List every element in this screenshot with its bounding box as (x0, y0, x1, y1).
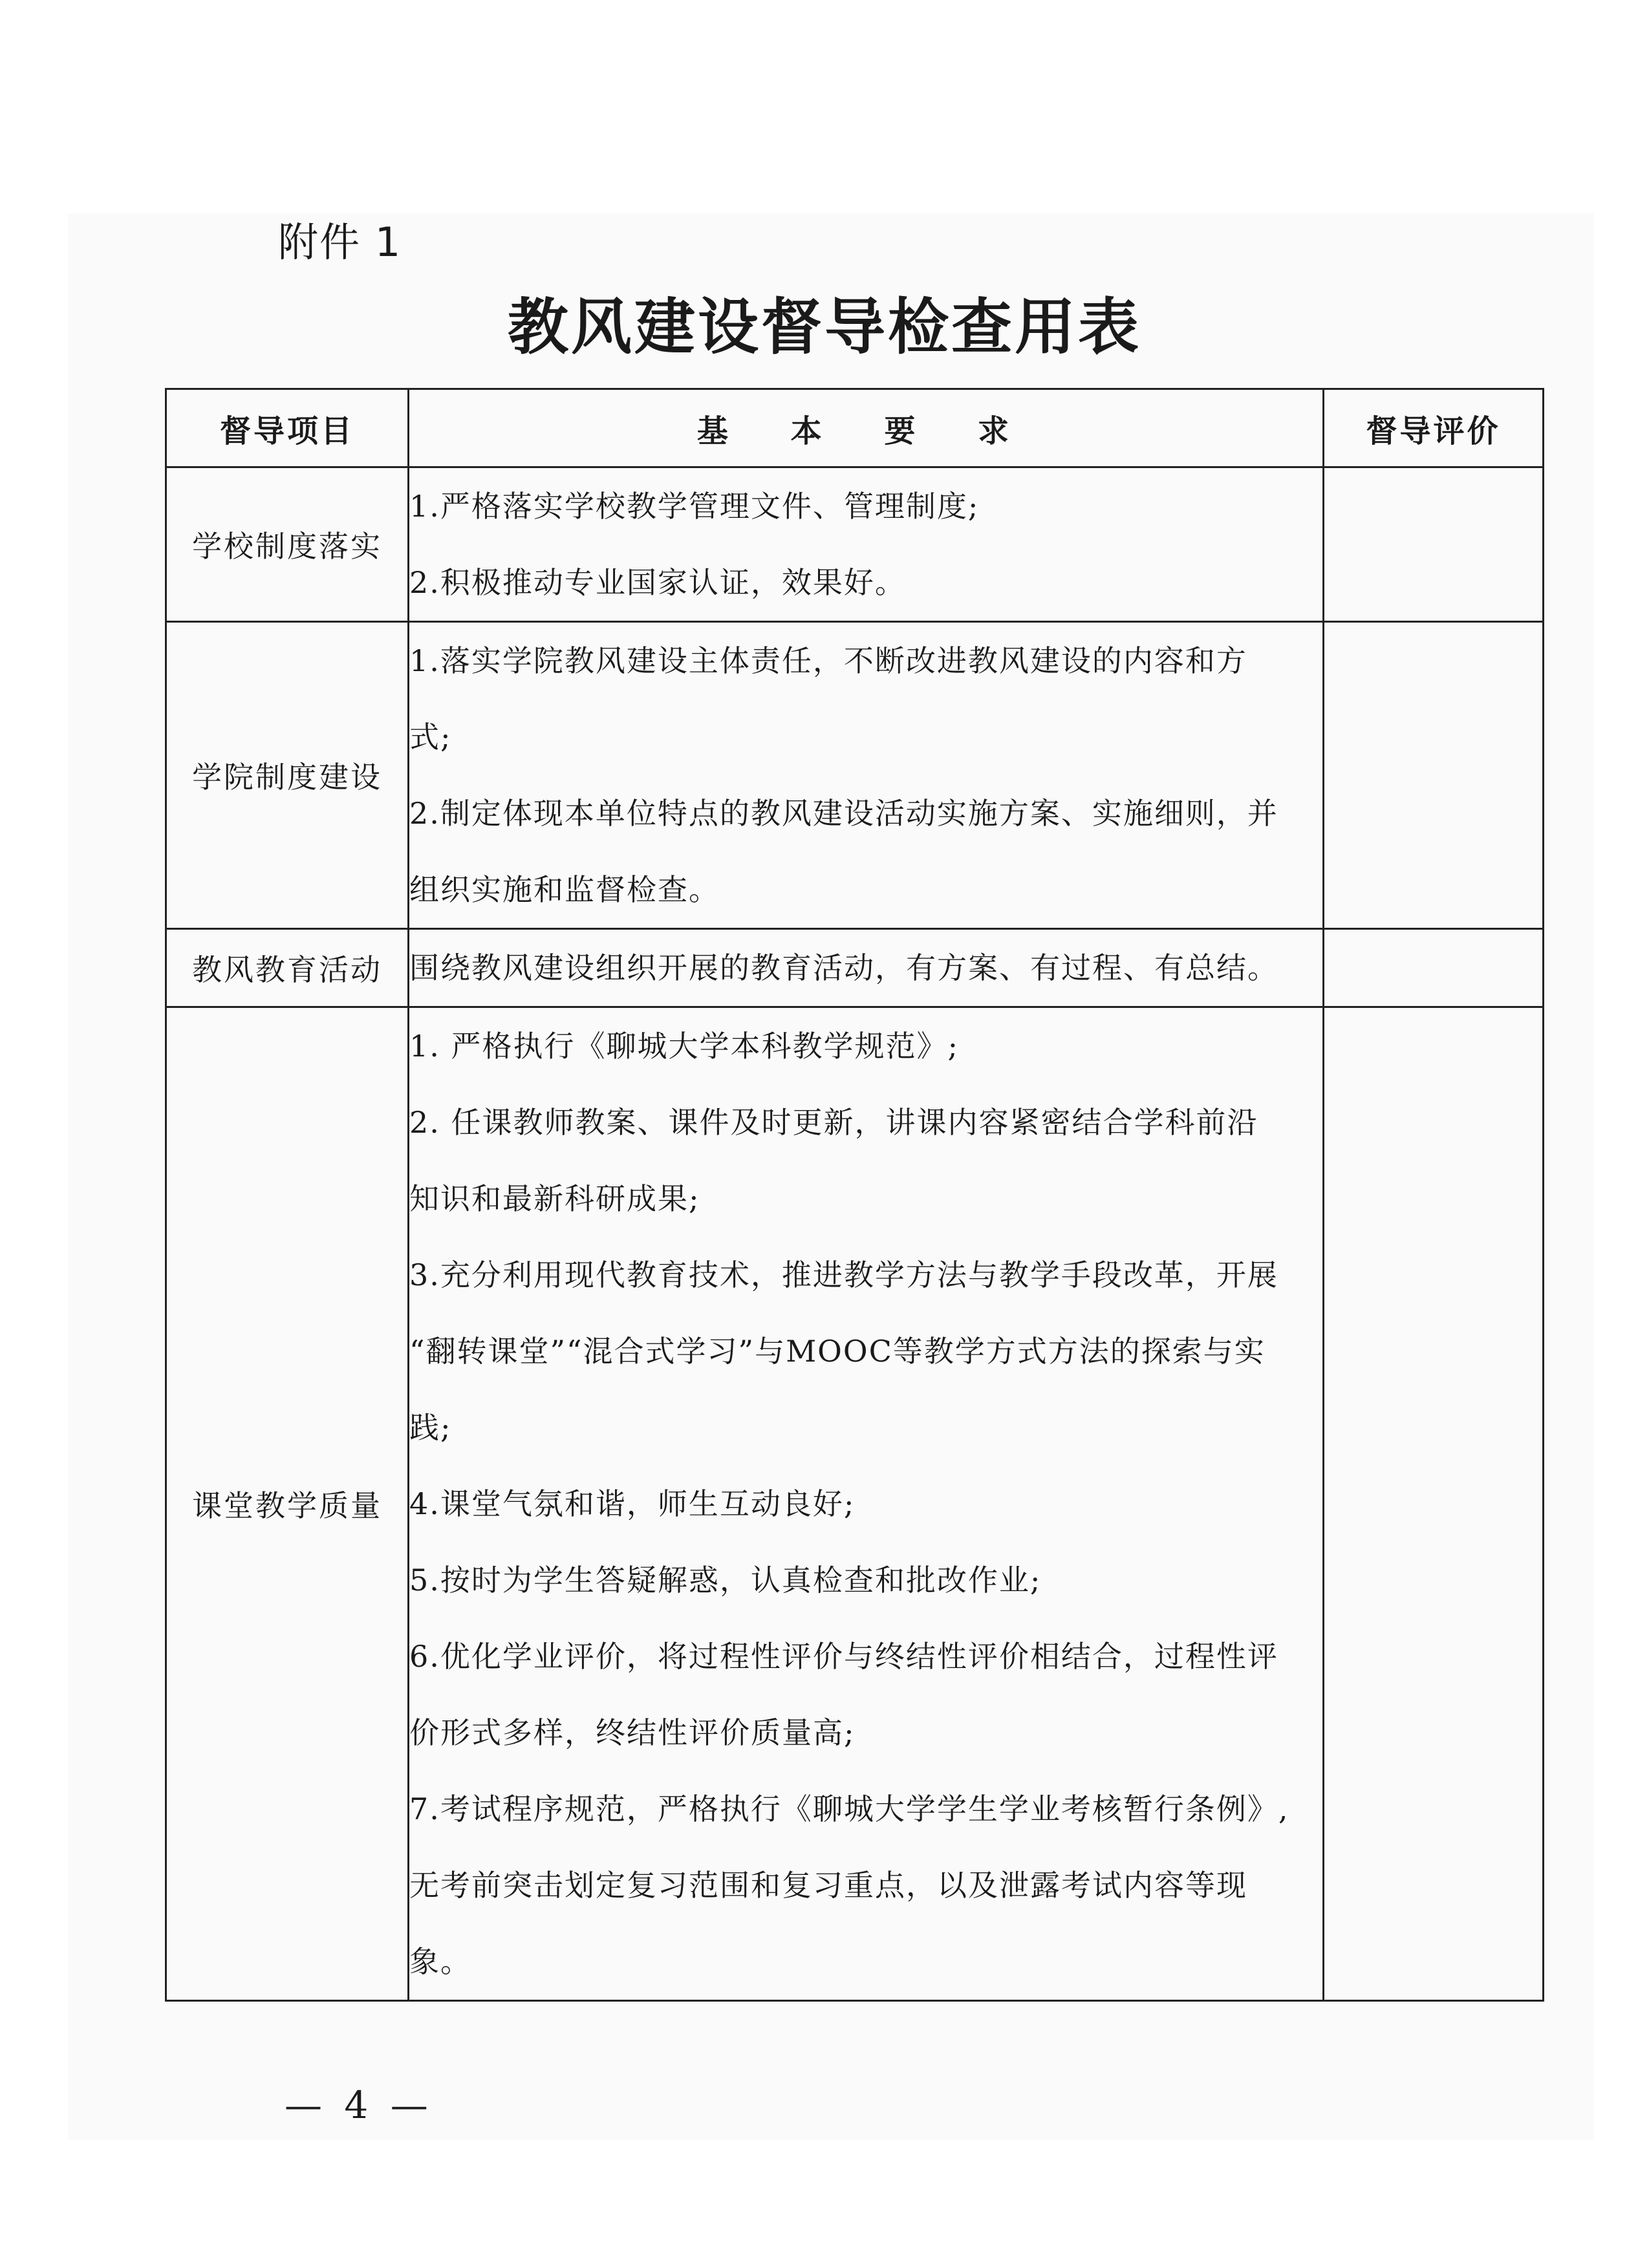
row-evaluation-cell (1324, 467, 1544, 622)
table-row (166, 622, 1544, 929)
table-row (166, 467, 1544, 622)
table-header-row (166, 389, 1544, 467)
row-evaluation-cell (1324, 1007, 1544, 2001)
table-row (166, 929, 1544, 1007)
requirement-line: 1. 严格执行《聊城大学本科教学规范》; (409, 1029, 960, 1064)
requirement-line: 象。 (409, 1944, 471, 1979)
requirement-line: 组织实施和监督检查。 (409, 872, 720, 907)
row-requirements (409, 467, 1324, 622)
requirement-line: 2. 任课教师教案、课件及时更新，讲课内容紧密结合学科前沿 (409, 1105, 1258, 1140)
row-requirements (409, 1007, 1324, 2001)
table-row (166, 1007, 1544, 2001)
requirement-line: 2.制定体现本单位特点的教风建设活动实施方案、实施细则，并 (409, 796, 1278, 831)
row-requirements (409, 622, 1324, 929)
attachment-label: 附件 1 (278, 219, 402, 266)
row-item: 课堂教学质量 (166, 1007, 409, 2001)
document-title: 教风建设督导检查用表 (507, 292, 1141, 363)
column-header-evaluation: 督导评价 (1324, 389, 1544, 467)
requirement-line: 1.落实学院教风建设主体责任，不断改进教风建设的内容和方 (409, 643, 1247, 678)
requirement-line: 践; (409, 1410, 452, 1445)
row-requirements (409, 929, 1324, 1007)
requirement-line: “翻转课堂”“混合式学习”与MOOC等教学方式方法的探索与实 (409, 1334, 1266, 1369)
requirement-line: 1.严格落实学校教学管理文件、管理制度; (409, 489, 980, 524)
requirement-line: 无考前突击划定复习范围和复习重点，以及泄露考试内容等现 (409, 1868, 1247, 1903)
page-number: — 4 — (285, 2083, 433, 2127)
requirement-line: 2.积极推动专业国家认证，效果好。 (409, 565, 906, 600)
requirement-line: 7.考试程序规范，严格执行《聊城大学学生学业考核暂行条例》, (409, 1792, 1289, 1826)
inspection-table (165, 388, 1544, 2002)
requirement-line: 4.课堂气氛和谐，师生互动良好; (409, 1486, 856, 1521)
requirement-line: 围绕教风建设组织开展的教育活动，有方案、有过程、有总结。 (409, 950, 1278, 985)
requirement-line: 3.充分利用现代教育技术，推进教学方法与教学手段改革，开展 (409, 1257, 1278, 1292)
requirement-line: 价形式多样，终结性评价质量高; (409, 1715, 856, 1750)
requirement-line: 5.按时为学生答疑解惑，认真检查和批改作业; (409, 1563, 1042, 1598)
requirement-line: 式; (409, 720, 452, 754)
requirement-line: 知识和最新科研成果; (409, 1181, 700, 1216)
column-header-requirements: 基 本 要 求 (409, 389, 1324, 467)
row-evaluation-cell (1324, 929, 1544, 1007)
row-evaluation-cell (1324, 622, 1544, 929)
column-header-item: 督导项目 (166, 389, 409, 467)
requirement-line: 6.优化学业评价，将过程性评价与终结性评价相结合，过程性评 (409, 1639, 1278, 1674)
row-item: 学校制度落实 (166, 467, 409, 622)
row-item: 教风教育活动 (166, 929, 409, 1007)
row-item: 学院制度建设 (166, 622, 409, 929)
